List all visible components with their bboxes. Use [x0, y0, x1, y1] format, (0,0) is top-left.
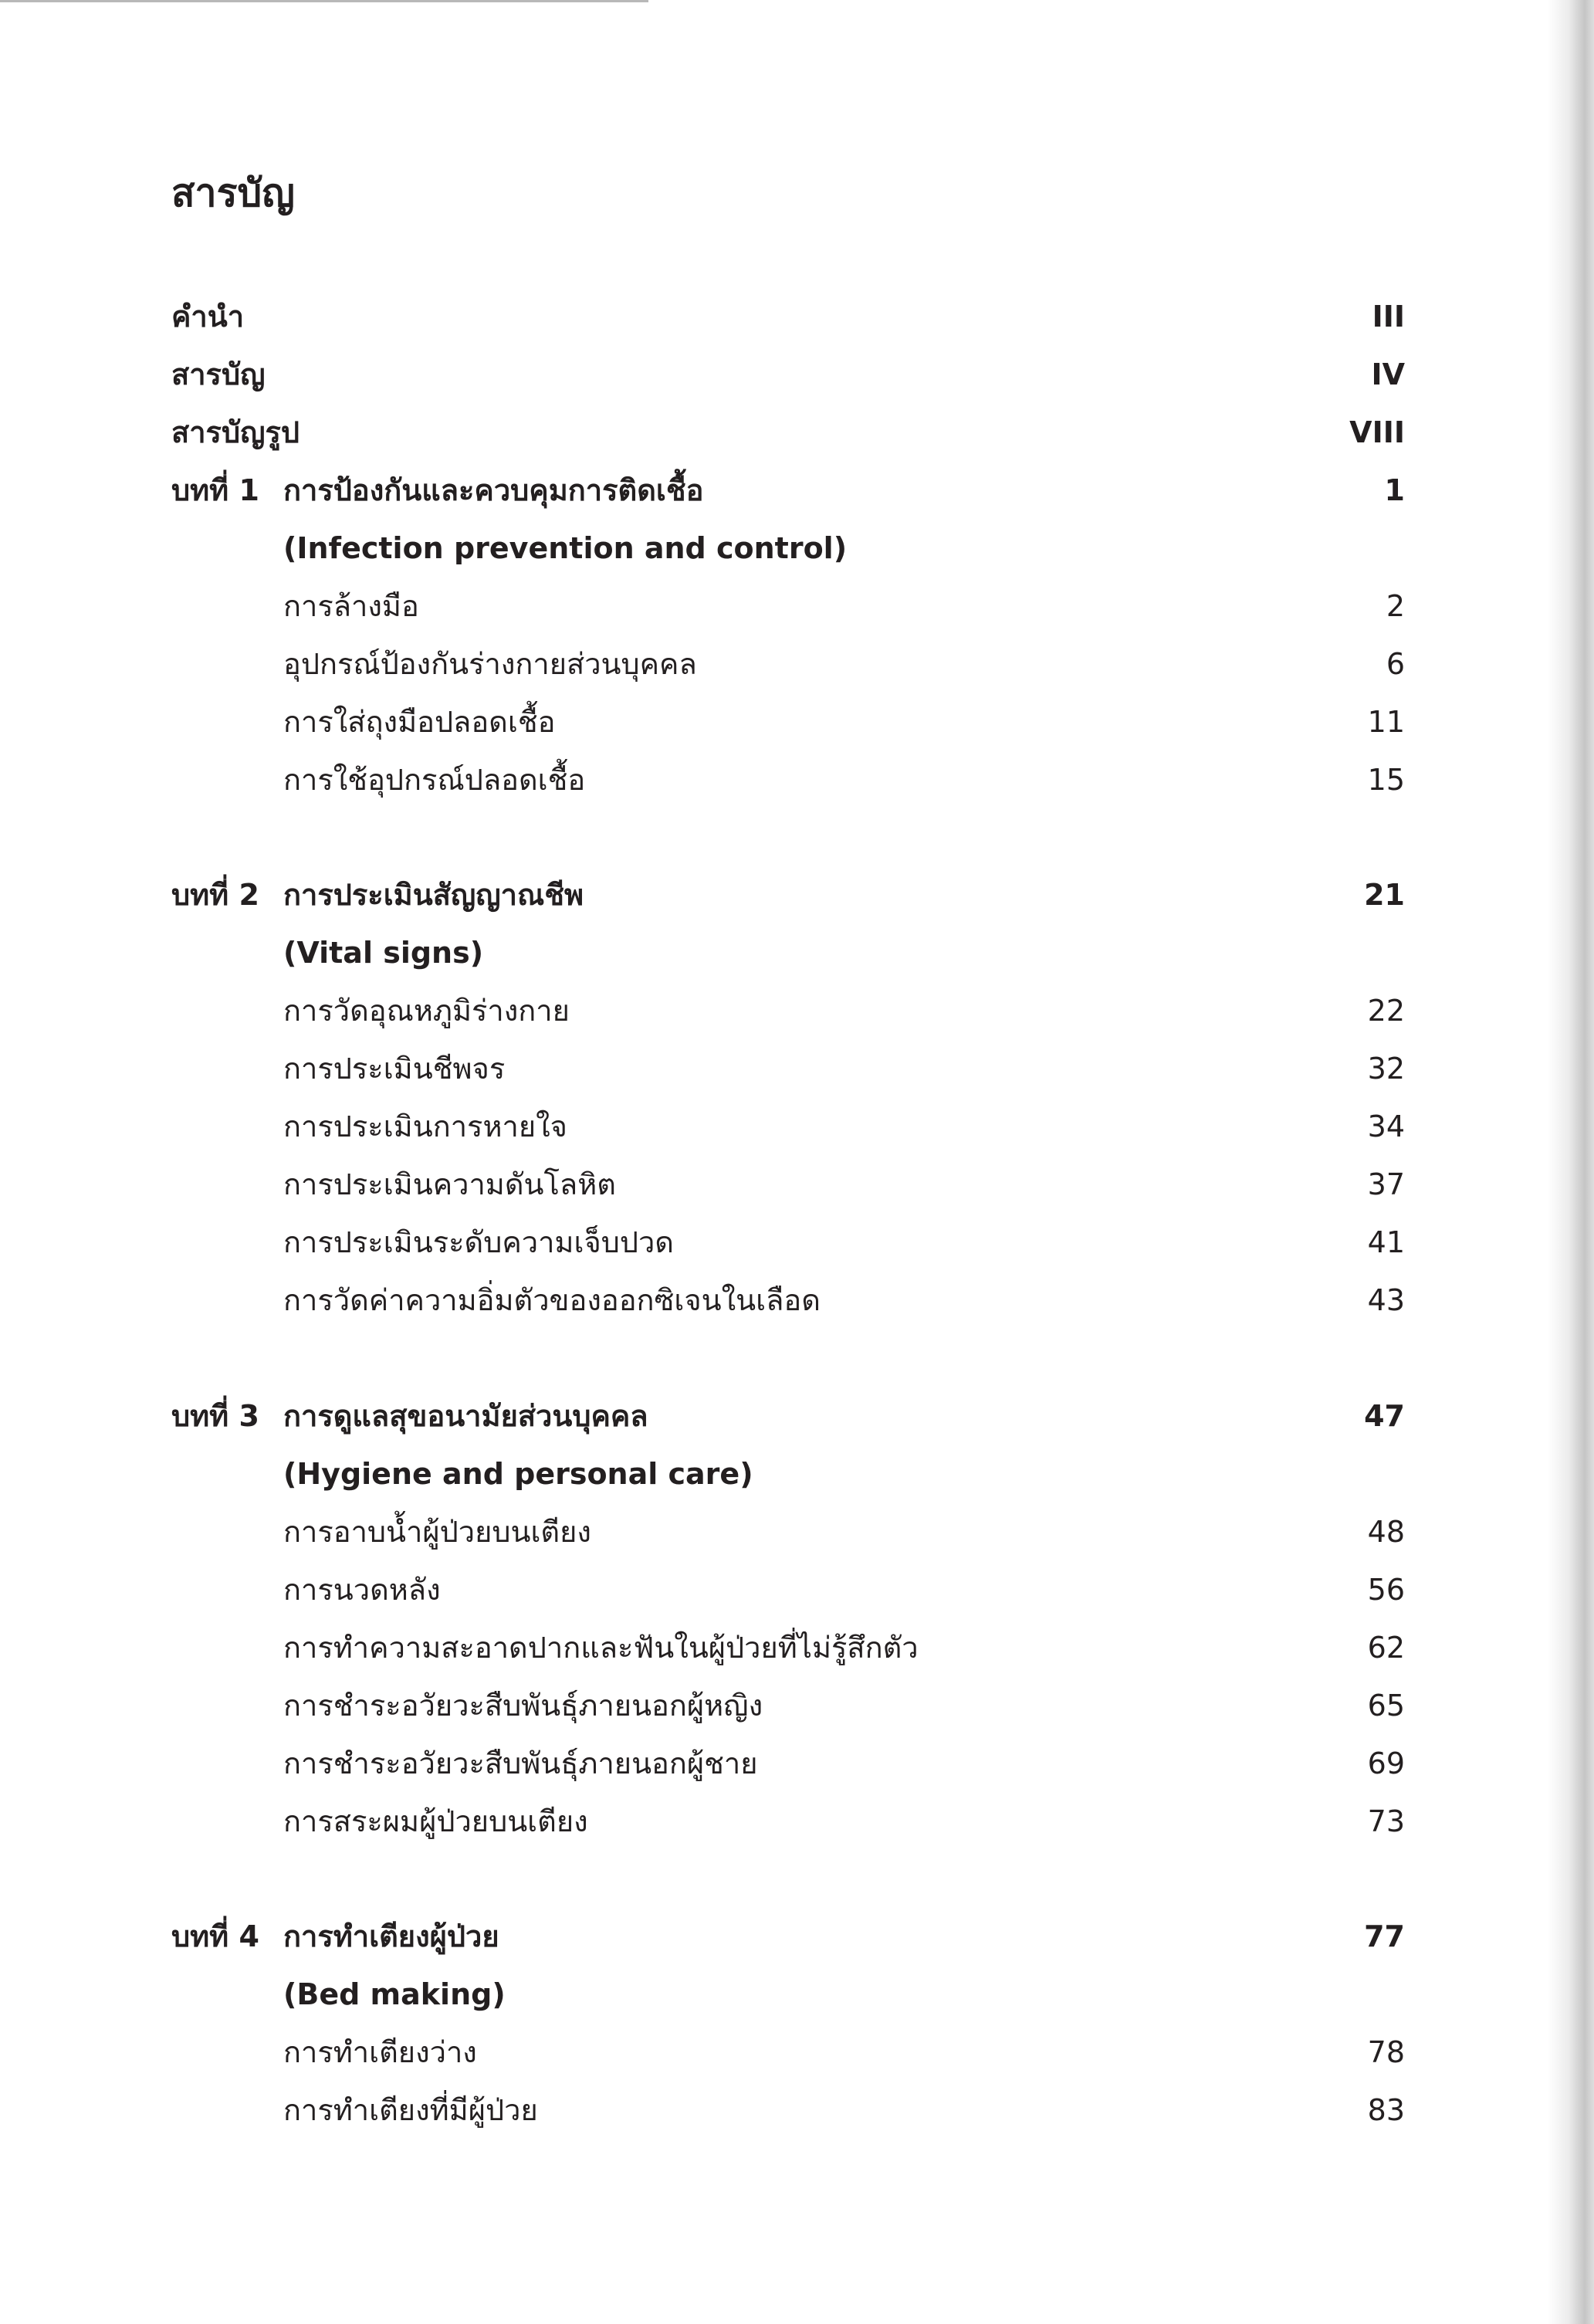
toc-section-label: การทำความสะอาดปากและฟันในผู้ป่วยที่ไม่รู้สึกตัว — [283, 1631, 919, 1665]
chapter-english-title — [171, 520, 1405, 578]
toc-section[interactable] — [171, 1619, 1405, 1677]
toc-entry-page: 15 — [1367, 763, 1405, 797]
toc-section-label: การทำเตียงว่าง — [283, 2035, 477, 2069]
chapter-heading — [171, 1387, 648, 1445]
toc-section-label: การประเมินความดันโลหิต — [283, 1167, 616, 1201]
toc-entry-page: 73 — [1367, 1804, 1405, 1838]
toc-entry-page: 62 — [1367, 1631, 1405, 1665]
toc-entry-page: 56 — [1367, 1573, 1405, 1607]
toc-section[interactable] — [171, 1214, 1405, 1272]
toc-entry-page: 83 — [1367, 2093, 1405, 2127]
toc-section-label: การอาบน้ำผู้ป่วยบนเตียง — [283, 1515, 591, 1549]
toc-section-label: การใส่ถุงมือปลอดเชื้อ — [283, 705, 556, 739]
toc-section-label: การชำระอวัยวะสืบพันธุ์ภายนอกผู้ชาย — [283, 1746, 758, 1780]
chapter-english-title — [171, 924, 1405, 982]
toc-section[interactable] — [171, 1098, 1405, 1156]
toc-entry-page: 48 — [1367, 1515, 1405, 1549]
page-top-edge — [0, 0, 648, 2]
toc-section[interactable] — [171, 2024, 1405, 2082]
chapter-title: การป้องกันและควบคุมการติดเชื้อ — [283, 473, 704, 507]
chapter-english-label: (Hygiene and personal care) — [283, 1457, 753, 1491]
chapter-number: บทที่ 3 — [171, 1399, 259, 1433]
toc-section[interactable] — [171, 693, 1405, 751]
toc-entry-label: คำนำ — [171, 300, 245, 334]
toc-entry-page: 78 — [1367, 2035, 1405, 2069]
toc-entry-page: 47 — [1364, 1399, 1405, 1433]
toc-section-label: การนวดหลัง — [283, 1573, 441, 1607]
toc-section[interactable] — [171, 635, 1405, 693]
toc-section[interactable] — [171, 1503, 1405, 1561]
toc-section[interactable] — [171, 578, 1405, 635]
toc-section-label: การทำเตียงที่มีผู้ป่วย — [283, 2093, 538, 2127]
toc-section-label: การวัดค่าความอิ่มตัวของออกซิเจนในเลือด — [283, 1283, 821, 1317]
toc-chapter-1[interactable] — [171, 462, 1405, 520]
toc-section[interactable] — [171, 2082, 1405, 2139]
page-binding-shadow — [1548, 0, 1594, 2324]
toc-section-label: การวัดอุณหภูมิร่างกาย — [283, 994, 570, 1028]
chapter-title: การประเมินสัญญาณชีพ — [283, 878, 584, 912]
toc-entry-contents[interactable] — [171, 346, 1405, 404]
page-title: สารบัญ — [171, 171, 295, 215]
chapter-number: บทที่ 2 — [171, 878, 259, 912]
chapter-title: การทำเตียงผู้ป่วย — [283, 1919, 499, 1953]
toc-entry-page: 6 — [1386, 647, 1405, 681]
toc-section-label: การชำระอวัยวะสืบพันธุ์ภายนอกผู้หญิง — [283, 1689, 763, 1723]
toc-entry-page: 65 — [1367, 1689, 1405, 1723]
toc-section-label: การใช้อุปกรณ์ปลอดเชื้อ — [283, 763, 586, 797]
toc-entry-page: 34 — [1367, 1109, 1405, 1143]
chapter-title: การดูแลสุขอนามัยส่วนบุคคล — [283, 1399, 648, 1433]
chapter-english-label: (Infection prevention and control) — [283, 531, 848, 565]
toc-entry-page: 2 — [1386, 589, 1405, 623]
toc-entry-page: 69 — [1367, 1746, 1405, 1780]
toc-section[interactable] — [171, 982, 1405, 1040]
toc-section-label: การสระผมผู้ป่วยบนเตียง — [283, 1804, 588, 1838]
toc-entry-page: 32 — [1367, 1052, 1405, 1086]
chapter-number: บทที่ 1 — [171, 473, 259, 507]
toc-entry-label: สารบัญ — [171, 357, 266, 391]
toc-section[interactable] — [171, 1677, 1405, 1735]
chapter-english-label: (Vital signs) — [283, 936, 484, 970]
toc-section[interactable] — [171, 1735, 1405, 1793]
toc-entry-foreword[interactable] — [171, 288, 1405, 346]
toc-section[interactable] — [171, 1040, 1405, 1098]
toc-section[interactable] — [171, 1561, 1405, 1619]
toc-section[interactable] — [171, 1793, 1405, 1851]
toc-entry-page: 21 — [1364, 878, 1405, 912]
toc-section-label: การประเมินระดับความเจ็บปวด — [283, 1225, 674, 1259]
toc-entry-page: 77 — [1364, 1919, 1405, 1953]
toc-entry-figures[interactable] — [171, 404, 1405, 462]
chapter-number: บทที่ 4 — [171, 1919, 259, 1953]
toc-section[interactable] — [171, 751, 1405, 809]
toc-section-label: การประเมินการหายใจ — [283, 1109, 567, 1143]
toc-chapter-4[interactable] — [171, 1908, 1405, 1966]
chapter-heading — [171, 462, 704, 520]
toc-section-label: การล้างมือ — [283, 589, 419, 623]
toc-entry-page: 41 — [1367, 1225, 1405, 1259]
toc-entry-page: III — [1372, 300, 1405, 334]
toc-section[interactable] — [171, 1156, 1405, 1214]
chapter-english-title — [171, 1445, 1405, 1503]
toc-entry-page: VIII — [1349, 415, 1405, 449]
toc-entry-page: 1 — [1384, 473, 1405, 507]
chapter-english-label: (Bed making) — [283, 1977, 506, 2011]
toc-section-label: อุปกรณ์ป้องกันร่างกายส่วนบุคคล — [283, 647, 697, 681]
chapter-english-title — [171, 1966, 1405, 2024]
toc-entry-page: 43 — [1367, 1283, 1405, 1317]
toc-entry-page: 37 — [1367, 1167, 1405, 1201]
toc-entry-page: IV — [1371, 357, 1405, 391]
toc-entry-label: สารบัญรูป — [171, 415, 300, 449]
toc-section[interactable] — [171, 1272, 1405, 1330]
toc-chapter-3[interactable] — [171, 1387, 1405, 1445]
chapter-heading — [171, 866, 584, 924]
toc-entry-page: 11 — [1367, 705, 1405, 739]
toc-section-label: การประเมินชีพจร — [283, 1052, 506, 1086]
toc-entry-page: 22 — [1367, 994, 1405, 1028]
chapter-heading — [171, 1908, 499, 1966]
toc-chapter-2[interactable] — [171, 866, 1405, 924]
